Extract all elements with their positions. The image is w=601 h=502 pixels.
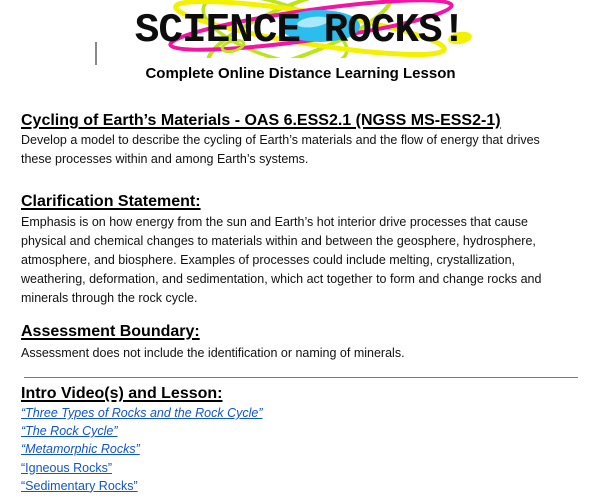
link-three-types-of-rocks[interactable]: “Three Types of Rocks and the Rock Cycle” [21,406,263,420]
atom-logo-graphic [120,0,480,58]
heading-cycling-of-earths-materials: Cycling of Earth’s Materials - OAS 6.ESS2.1 (NGSS MS-ESS2-1) [21,112,501,129]
paragraph-standard-description [21,131,540,169]
paragraph-line: Emphasis is on how energy from the sun and Earth’s hot interior drive processes that cause [21,215,528,229]
heading-clarification-statement: Clarification Statement: [21,193,201,210]
heading-assessment-boundary: Assessment Boundary: [21,323,200,340]
science-rocks-logo [120,0,480,58]
paragraph-line: atmosphere, and biosphere. Examples of processes could include melting, crystallization, [21,253,516,267]
link-the-rock-cycle[interactable]: “The Rock Cycle” [21,424,118,439]
heading-intro-videos-and-lesson: Intro Video(s) and Lesson: [21,385,223,402]
horizontal-divider [24,377,578,378]
paragraph-line: these processes within and among Earth’s systems. [21,152,309,166]
video-links-list [21,404,263,495]
text-cursor-caret [95,42,97,65]
link-metamorphic-rocks[interactable]: “Metamorphic Rocks” [21,442,140,457]
logo-title-text: SCIENCE ROCKS! [134,8,466,54]
paragraph-assessment [21,344,405,363]
paragraph-line: minerals through the rock cycle. [21,291,198,305]
document-subtitle: Complete Online Distance Learning Lesson [145,65,456,82]
link-sedimentary-rocks[interactable]: “Sedimentary Rocks” [21,478,138,493]
link-igneous-rocks[interactable]: “Igneous Rocks” [21,460,113,475]
paragraph-line: weathering, deformation, and sedimentation, which act together to form and change rocks and [21,272,542,286]
paragraph-clarification [21,213,541,308]
paragraph-line: Develop a model to describe the cycling of Earth’s materials and the flow of energy that drives [21,133,540,147]
paragraph-line: physical and chemical changes to materials within and between the geosphere, hydrosphere, [21,234,536,248]
paragraph-line: Assessment does not include the identification or naming of minerals. [21,346,405,360]
